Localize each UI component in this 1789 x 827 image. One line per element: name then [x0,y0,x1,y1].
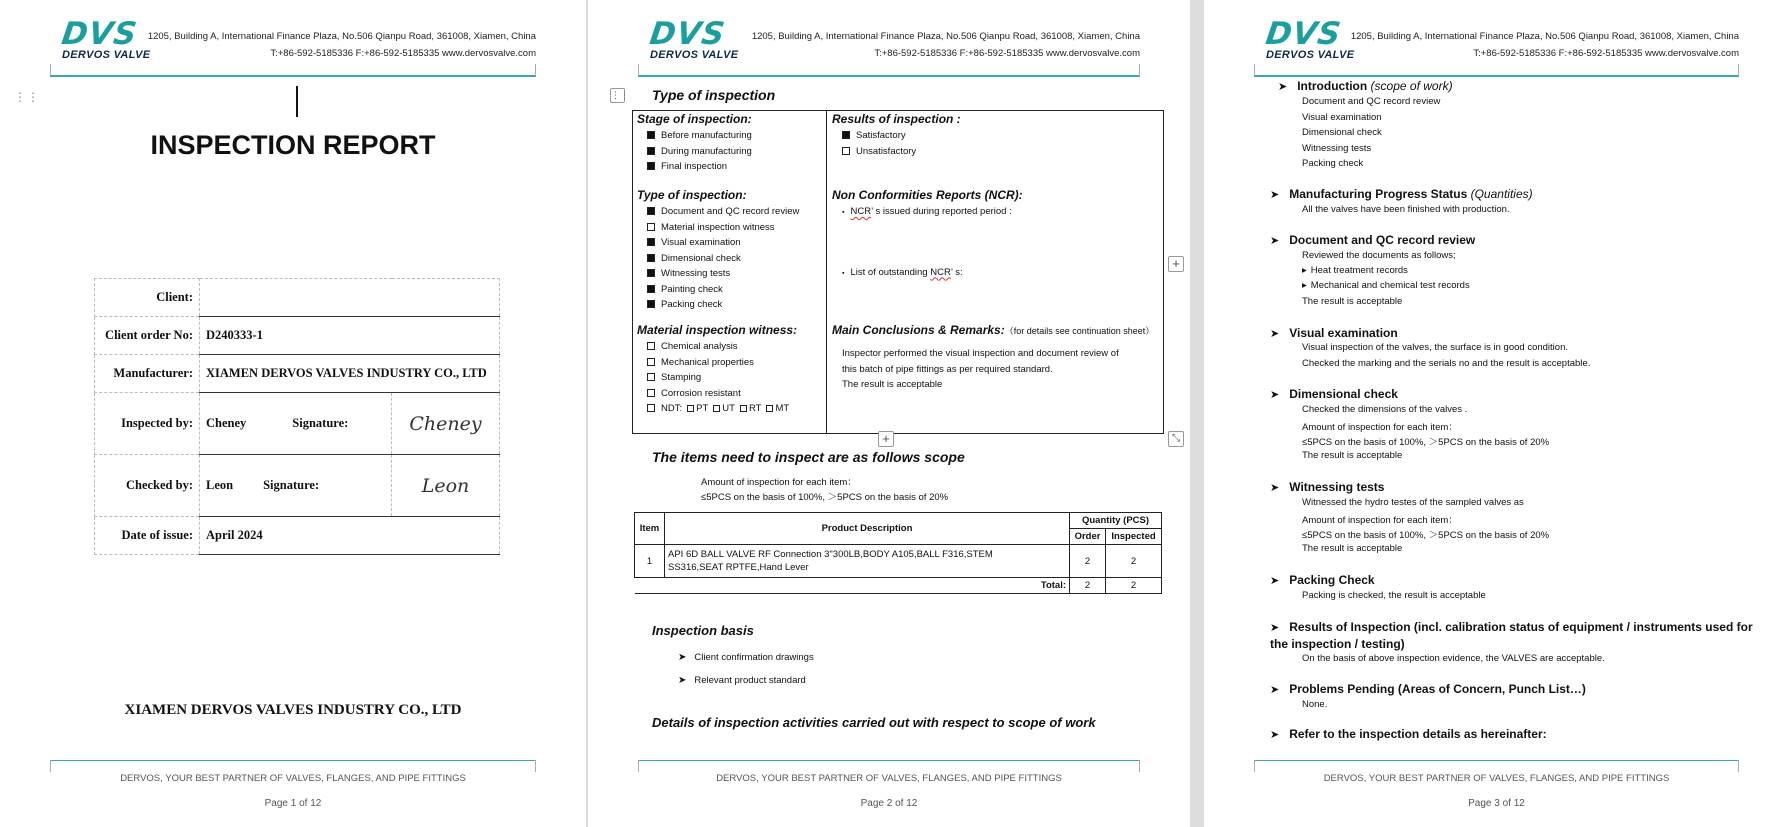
dim-text: Amount of inspection for each item： [1302,422,1458,433]
checkbox-icon[interactable] [687,405,694,412]
page-2 [588,0,1190,827]
text-cursor [296,86,298,117]
witness-text: Amount of inspection for each item： [1302,515,1458,526]
total-label: Total: [635,578,1070,594]
checkbox-item[interactable]: Document and QC record review [637,204,799,220]
signature-cheney: Cheney [392,393,500,455]
scope-heading: The items need to inspect are as follows scope [652,449,965,465]
table-row [635,513,1162,529]
order-value[interactable]: D240333-1 [200,317,500,355]
doc-sub-item: ▸ Heat treatment records [1302,265,1408,276]
margin-mark [50,760,51,772]
page-number: Page 1 of 12 [264,798,322,809]
manufacturer-value[interactable]: XIAMEN DERVOS VALVES INDUSTRY CO., LTD [200,355,500,393]
table-row [635,545,1162,578]
witness-result: The result is acceptable [1302,543,1403,554]
checkbox-icon [647,162,655,170]
mps-heading: ➤ Manufacturing Progress Status (Quantities) [1270,187,1769,201]
inspected-cell: 2 [1106,545,1162,578]
table-row [95,517,500,555]
checkbox-icon [647,147,655,155]
checkbox-icon[interactable] [766,405,773,412]
checkbox-icon [647,389,655,397]
margin-mark [638,64,639,76]
intro-item: Packing check [1302,158,1364,169]
report-title: INSPECTION REPORT [150,130,436,160]
footer-slogan: DERVOS, YOUR BEST PARTNER OF VALVES, FLANGES, AND PIPE FITTINGS [716,773,1062,784]
header-divider [50,75,536,77]
details-heading: Details of inspection activities carried out with respect to scope of work [652,715,1096,730]
order-header: Order [1070,529,1106,545]
refer-heading: ➤ Refer to the inspection details as hereinafter: [1270,727,1769,741]
ncr-issued: ▪ NCR’ s issued during reported period : [832,204,1023,221]
signature-leon: Leon [392,455,500,517]
page-number: Page 2 of 12 [860,798,918,809]
visual-heading: ➤ Visual examination [1270,326,1769,340]
results-heading: Results of inspection : [832,112,961,126]
checked-label: Checked by: [95,455,200,517]
qty-header: Quantity (PCS) [1070,513,1162,529]
resize-table-icon[interactable]: ⤡ [1168,431,1184,447]
margin-mark [535,760,536,772]
checkbox-icon [647,223,655,231]
drag-handle-icon[interactable]: ⋮⋮ [14,90,40,104]
company-logo: DVS DERVOS VALVE [59,16,151,61]
checkbox-icon [647,358,655,366]
margin-mark [1738,64,1739,76]
results-block [832,111,961,159]
visual-text: Checked the marking and the serials no and the result is acceptable. [1302,358,1591,369]
checkbox-icon [647,254,655,262]
intro-item: Visual examination [1302,112,1382,123]
results-heading: ➤ Results of Inspection (incl. calibration status of equipment / instruments used for the inspection / testing) [1270,619,1763,652]
footer-slogan: DERVOS, YOUR BEST PARTNER OF VALVES, FLANGES, AND PIPE FITTINGS [120,773,466,784]
checked-cell[interactable] [200,455,392,517]
inspected-cell[interactable] [200,393,392,455]
add-row-icon[interactable]: + [878,431,894,447]
checkbox-item[interactable]: Visual examination [637,235,799,251]
table-row [95,317,500,355]
checkbox-icon[interactable] [713,405,720,412]
doc-text: Reviewed the documents as follows; [1302,250,1456,261]
ndt-row: NDT: PT UT RT MT [637,401,797,417]
report-info-table [94,278,500,555]
conclusions-block [832,322,1154,393]
checkbox-item[interactable]: Mechanical properties [637,355,797,371]
amount-line: Amount of inspection for each item： [701,477,857,488]
intro-item: Witnessing tests [1302,143,1372,154]
inspected-value: Cheney [206,416,247,430]
packing-text: Packing is checked, the result is acceptable [1302,590,1486,601]
signature-label: Signature: [292,416,349,430]
checkbox-item[interactable]: Dimensional check [637,251,799,267]
intro-heading: ➤ Introduction (scope of work) [1278,79,1769,93]
ncr-heading: Non Conformities Reports (NCR): [832,188,1023,202]
basis-heading: Inspection basis [652,623,754,638]
margin-mark [1139,64,1140,76]
dim-text: ≤5PCS on the basis of 100%, ＞5PCS on the basis of 20% [1302,437,1550,448]
checkbox-item[interactable]: Unsatisfactory [832,144,961,160]
desc-header: Product Description [665,513,1070,545]
inspected-header: Inspected [1106,529,1162,545]
witness-text: ≤5PCS on the basis of 100%, ＞5PCS on the basis of 20% [1302,530,1550,541]
header-address: 1205, Building A, International Finance Plaza, No.506 Qianpu Road, 361008, Xiamen, China T:+86-592-5185336 F:+86-592-5185335 www.dervosvalve.com [147,31,536,59]
item-cell: 1 [635,545,665,578]
desc-cell[interactable]: API 6D BALL VALVE RF Connection 3"300LB,BODY A105,BALL F316,STEM SS316,SEAT RPTFE,Hand Lever [665,545,1070,578]
page-number: Page 3 of 12 [1468,798,1525,809]
mps-text: All the valves have been finished with production. [1302,204,1510,215]
checkbox-item[interactable]: Corrosion resistant [637,386,797,402]
margin-mark [1139,760,1140,772]
checkbox-icon [647,207,655,215]
margin-mark [1254,64,1255,76]
items-table [634,512,1162,594]
conclusions-heading: Main Conclusions & Remarks:（for details see continuation sheet） [832,323,1155,337]
stage-heading: Stage of inspection: [637,112,752,126]
checkbox-item[interactable]: Stamping [637,370,797,386]
type-sub-heading: Type of inspection: [637,188,747,202]
conclusions-text: Inspector performed the visual inspection and document review of this batch of pipe fittings as per required standard. The result is acceptable [842,348,1119,390]
intro-item: Document and QC record review [1302,96,1441,107]
ncr-outstanding: ▪ List of outstanding NCR’ s: [832,265,1023,282]
table-move-handle-icon[interactable]: ⋮⋮ [610,88,625,103]
company-logo: DVS DERVOS VALVE [1263,16,1355,61]
checkbox-icon[interactable] [647,404,655,412]
basis-item: ➤ Client confirmation drawings [678,652,814,663]
page-3 [1204,0,1789,827]
checkbox-icon[interactable] [740,405,747,412]
column-divider [826,111,827,433]
inspected-label: Inspected by: [95,393,200,455]
witness-heading: ➤ Witnessing tests [1270,480,1769,494]
checkbox-icon [647,300,655,308]
client-value[interactable] [200,279,500,317]
checkbox-item[interactable]: During manufacturing [637,144,752,160]
dim-result: The result is acceptable [1302,450,1403,461]
checkbox-icon [647,285,655,293]
item-header: Item [635,513,665,545]
material-heading: Material inspection witness: [637,323,798,337]
page-1 [0,0,586,827]
total-inspected: 2 [1106,578,1162,594]
witness-text: Witnessed the hydro testes of the sampled valves as [1302,497,1524,508]
checkbox-icon [647,131,655,139]
header-address: 1205, Building A, International Finance Plaza, No.506 Qianpu Road, 361008, Xiamen, China T:+86-592-5185336 F:+86-592-5185335 www.dervosvalve.com [751,31,1140,59]
table-row [95,393,500,455]
results-text: On the basis of above inspection evidence, the VALVES are acceptable. [1302,653,1605,664]
header-divider [1254,75,1739,77]
checkbox-item[interactable]: Chemical analysis [637,339,797,355]
order-label: Client order No: [95,317,200,355]
problems-text: None. [1302,699,1328,710]
table-row [635,578,1162,594]
margin-mark [1254,760,1255,772]
doc-result: The result is acceptable [1302,296,1403,307]
footer-slogan: DERVOS, YOUR BEST PARTNER OF VALVES, FLANGES, AND PIPE FITTINGS [1323,773,1670,784]
problems-heading: ➤ Problems Pending (Areas of Concern, Punch List…) [1270,682,1769,696]
add-column-icon[interactable]: + [1168,256,1184,272]
checkbox-icon [647,373,655,381]
manufacturer-label: Manufacturer: [95,355,200,393]
type-of-inspection-heading: Type of inspection [652,87,776,103]
header-divider [638,75,1140,77]
margin-mark [50,64,51,76]
date-label: Date of issue: [95,517,200,555]
date-value[interactable]: April 2024 [200,517,500,555]
margin-mark [1738,760,1739,772]
checkbox-item[interactable]: Material inspection witness [637,220,799,236]
checkbox-icon [647,342,655,350]
header-address: 1205, Building A, International Finance Plaza, No.506 Qianpu Road, 361008, Xiamen, China T:+86-592-5185336 F:+86-592-5185335 www.dervosvalve.com [1350,31,1739,59]
checkbox-icon [647,269,655,277]
table-row [95,455,500,517]
footer-divider [1254,760,1739,761]
inspection-grid [632,110,1164,434]
checkbox-item[interactable]: Final inspection [637,159,752,175]
checkbox-item[interactable]: Satisfactory [832,128,961,144]
table-row [95,279,500,317]
checkbox-item[interactable]: Before manufacturing [637,128,752,144]
intro-item: Dimensional check [1302,127,1382,138]
margin-mark [535,64,536,76]
total-order: 2 [1070,578,1106,594]
material-block [637,322,797,417]
doc-sub-item: ▸ Mechanical and chemical test records [1302,280,1470,291]
checkbox-icon [842,131,850,139]
dim-heading: ➤ Dimensional check [1270,387,1769,401]
basis-item: ➤ Relevant product standard [678,675,806,686]
basis-line: ≤5PCS on the basis of 100%, ＞5PCS on the basis of 20% [701,492,949,503]
checkbox-item[interactable]: Painting check [637,282,799,298]
dim-text: Checked the dimensions of the valves . [1302,404,1468,415]
ncr-block [832,187,1023,281]
order-cell: 2 [1070,545,1106,578]
checked-value: Leon [206,478,234,492]
checkbox-icon [647,238,655,246]
doc-heading: ➤ Document and QC record review [1270,233,1769,247]
footer-divider [50,760,536,761]
client-label: Client: [95,279,200,317]
company-name: XIAMEN DERVOS VALVES INDUSTRY CO., LTD [124,702,462,718]
stage-block [637,111,752,175]
signature-label: Signature: [263,478,320,492]
table-row [95,355,500,393]
checkbox-item[interactable]: Witnessing tests [637,266,799,282]
type-block [637,187,799,313]
visual-text: Visual inspection of the valves, the surface is in good condition. [1302,342,1568,353]
footer-divider [638,760,1140,761]
checkbox-icon [842,147,850,155]
packing-heading: ➤ Packing Check [1270,573,1769,587]
margin-mark [638,760,639,772]
checkbox-item[interactable]: Packing check [637,297,799,313]
company-logo: DVS DERVOS VALVE [647,16,739,61]
